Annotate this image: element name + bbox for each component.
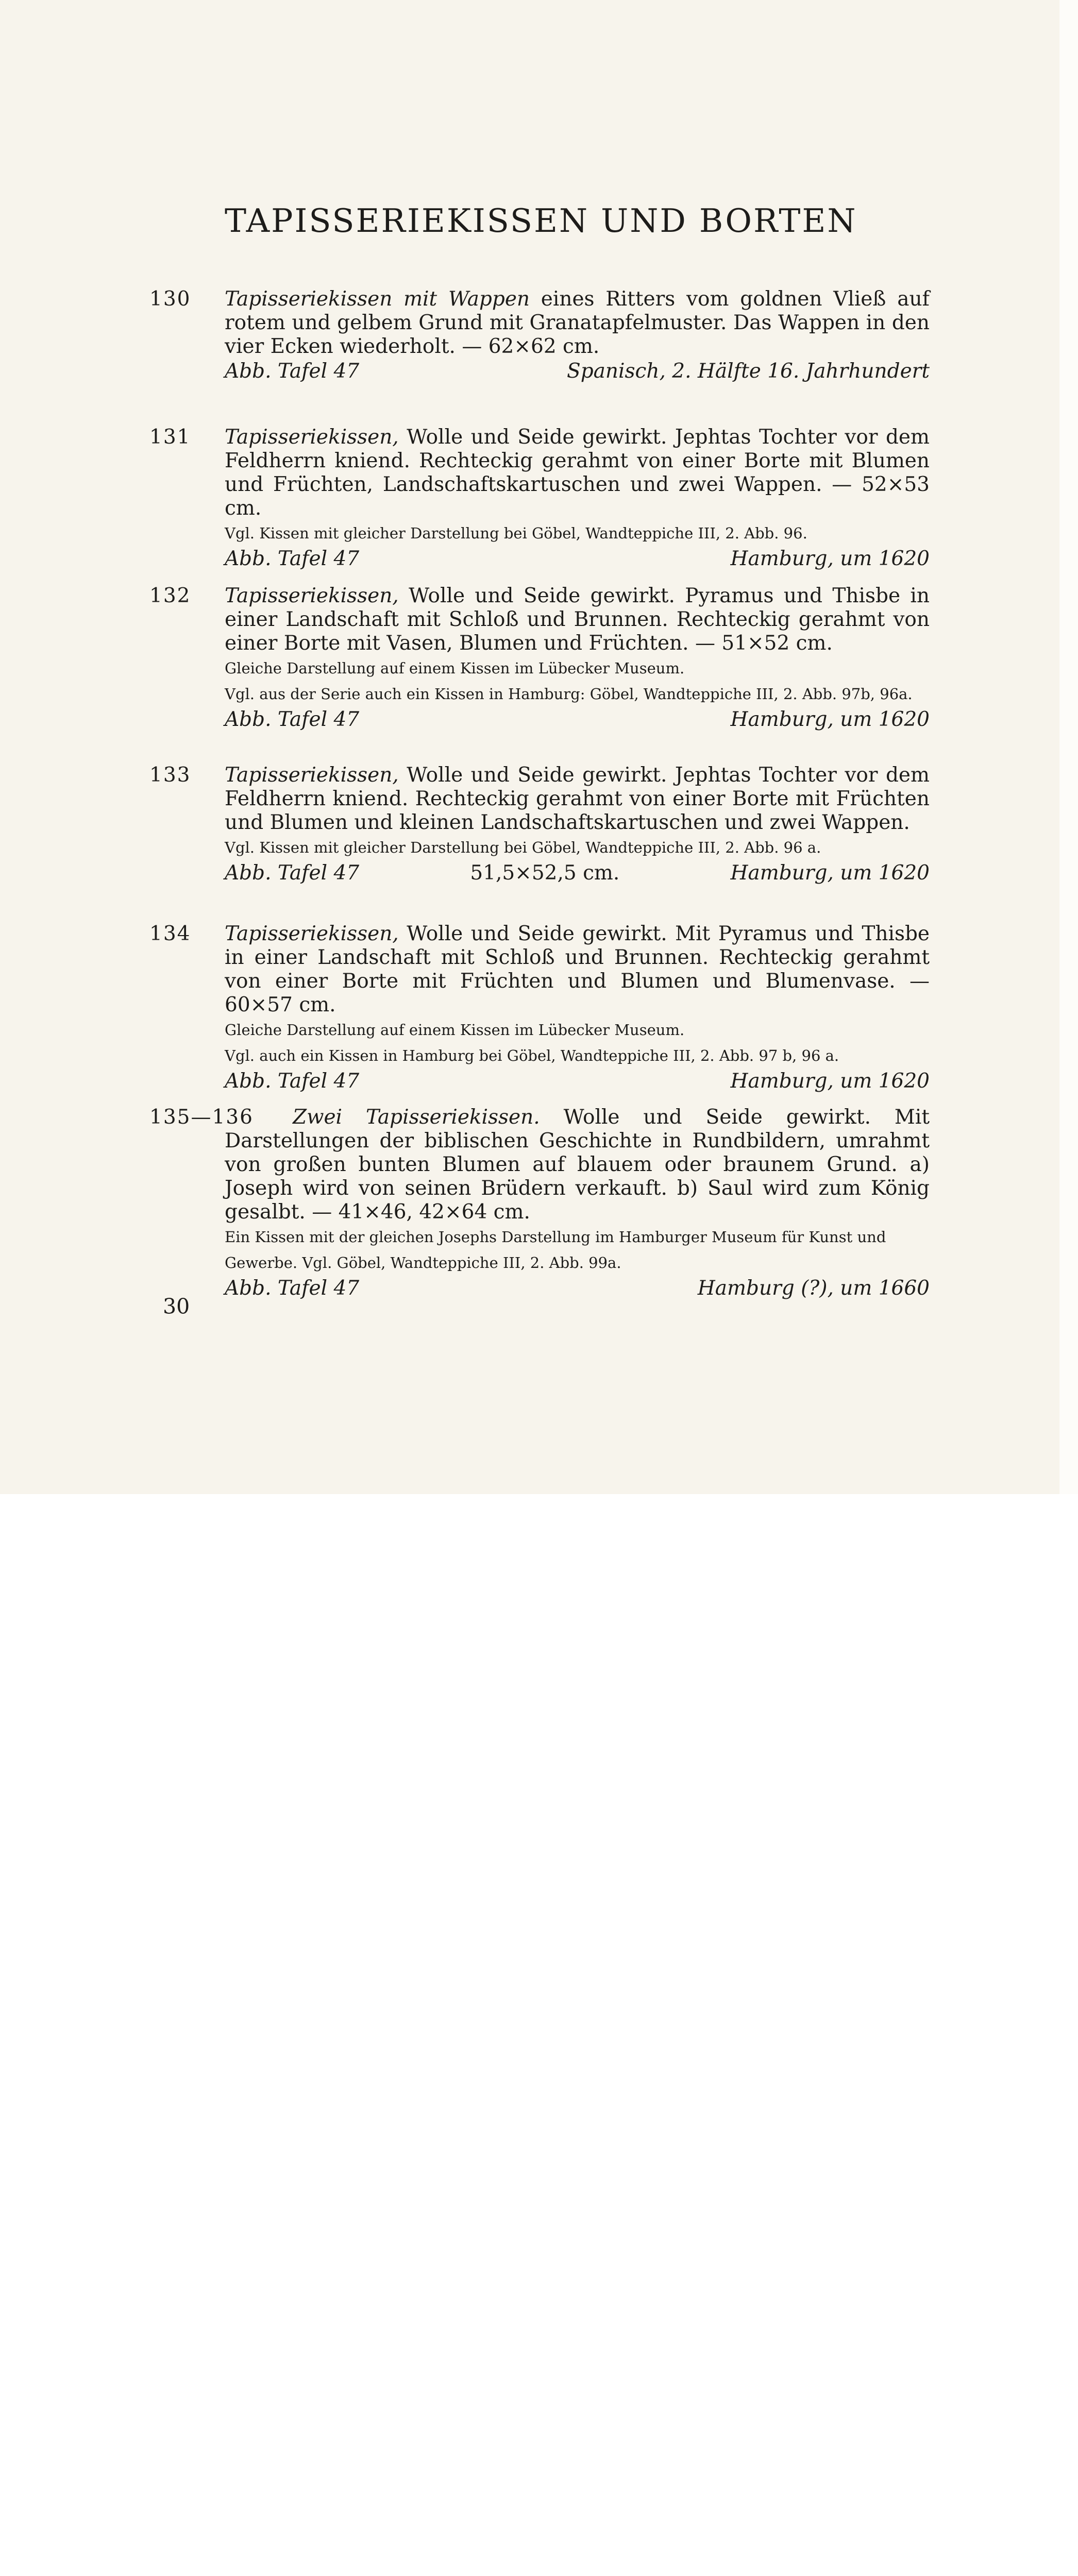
entry-title: Tapisseriekissen, [225,584,399,607]
entry-meta [225,546,930,572]
plate-reference: Abb. Tafel 47 [225,1277,360,1300]
entry-title: Tapisseriekissen, [225,922,399,945]
lot-number: 132 [149,584,191,607]
catalog-entry [149,764,938,886]
entry-title: Tapisseriekissen, [225,426,399,449]
entry-origin: Hamburg, um 1620 [730,1070,930,1093]
entry-note: Gleiche Darstellung auf einem Kissen im Lübecker Museum. [225,1021,685,1039]
entry-origin: Hamburg, um 1620 [730,547,930,570]
entry-note: Vgl. Kissen mit gleicher Darstellung bei Göbel, Wandteppiche III, 2. Abb. 96. [225,524,807,542]
plate-reference: Abb. Tafel 47 [225,708,360,731]
entry-note: Vgl. Kissen mit gleicher Darstellung bei Göbel, Wandteppiche III, 2. Abb. 96 a. [225,839,821,856]
entry-description [225,287,930,359]
catalog-entry [149,584,938,733]
entry-note: Vgl. auch ein Kissen in Hamburg bei Göbel, Wandteppiche III, 2. Abb. 97 b, 96 a. [225,1047,839,1064]
entry-origin: Spanisch, 2. Hälfte 16. Jahrhundert [567,360,930,383]
plate-reference: Abb. Tafel 47 [225,360,360,383]
entry-meta [225,1069,930,1094]
entry-meta [225,707,930,733]
lot-number: 131 [149,426,191,449]
catalog-entry [149,1106,938,1301]
entry-note: Ein Kissen mit der gleichen Josephs Darstellung im Hamburger Museum für Kunst und Gewerbe. Vgl. Göbel, Wandteppiche III, 2. Abb. 99a. [225,1228,886,1272]
lot-number: 135—136 [149,1106,254,1129]
entry-meta [225,359,930,384]
plate-reference: Abb. Tafel 47 [225,1070,360,1093]
catalog-entry [149,287,938,384]
entry-meta [225,860,930,886]
entry-dimensions: 51,5×52,5 cm. [470,861,620,885]
entry-text: Wolle und Seide gewirkt. Jephtas Tochter vor dem Feldherrn kniend. Rechteckig gerahmt von einer Borte mit Blumen und Früchten, Landschaftskartuschen und zwei Wappen. — 52×53 cm. [225,426,930,520]
entry-origin: Hamburg, um 1620 [730,861,930,885]
entry-note: Vgl. aus der Serie auch ein Kissen in Hamburg: Göbel, Wandteppiche III, 2. Abb. 97b, 96a. [225,685,913,703]
catalog-entry [149,426,938,572]
entry-meta [225,1276,930,1301]
entry-text: eines Ritters vom goldnen Vließ auf rotem und gelbem Grund mit Granatapfelmuster. Das Wappen in den vier Ecken wiederholt. — 62×62 cm. [225,287,930,358]
entry-text: Wolle und Seide gewirkt. Jephtas Tochter vor dem Feldherrn kniend. Rechteckig gerahmt von einer Borte mit Früchten und Blumen und kleinen Landschaftskartuschen und zwei Wappen. [225,764,930,834]
entry-title: Tapisseriekissen mit Wappen [225,287,530,311]
entry-title: Tapisseriekissen, [225,764,399,787]
page-number: 30 [163,1294,190,1319]
lot-number: 134 [149,922,191,945]
entry-note: Gleiche Darstellung auf einem Kissen im Lübecker Museum. [225,659,685,677]
entry-origin: Hamburg (?), um 1660 [697,1277,930,1300]
entry-origin: Hamburg, um 1620 [730,708,930,731]
entry-text: Wolle und Seide gewirkt. Mit Darstellungen der biblischen Geschichte in Rundbildern, umrahmt von großen bunten Blumen auf blauem oder braunem Grund. a) Joseph wird von seinen Brüdern verkauft. b) Saul wird zum König gesalbt. — 41×46, 42×64 cm. [225,1106,930,1224]
entry-description [225,426,930,520]
lot-number: 133 [149,764,191,787]
plate-reference: Abb. Tafel 47 [225,547,360,570]
lot-number: 130 [149,287,191,311]
page-title: TAPISSERIEKISSEN UND BORTEN [225,202,857,240]
plate-reference: Abb. Tafel 47 [225,861,360,885]
entry-description [225,922,930,1017]
page-edge [1059,0,1078,1494]
catalog-entry [149,922,938,1094]
entry-description [225,584,930,655]
viewer-footer [0,1494,1078,1567]
entry-description [225,764,930,835]
entry-text: Wolle und Seide gewirkt. Pyramus und Thisbe in einer Landschaft mit Schloß und Brunnen. Rechteckig gerahmt von einer Borte mit Vasen, Blumen und Früchten. — 51×52 cm. [225,584,930,655]
entry-title: Zwei Tapisseriekissen. [293,1106,540,1129]
entry-description [225,1106,930,1224]
entry-text: Wolle und Seide gewirkt. Mit Pyramus und Thisbe in einer Landschaft mit Schloß und Brunnen. Rechteckig gerahmt von einer Borte mit Früchten und Blumen und Blumenvase. — 60×57 cm. [225,922,930,1016]
